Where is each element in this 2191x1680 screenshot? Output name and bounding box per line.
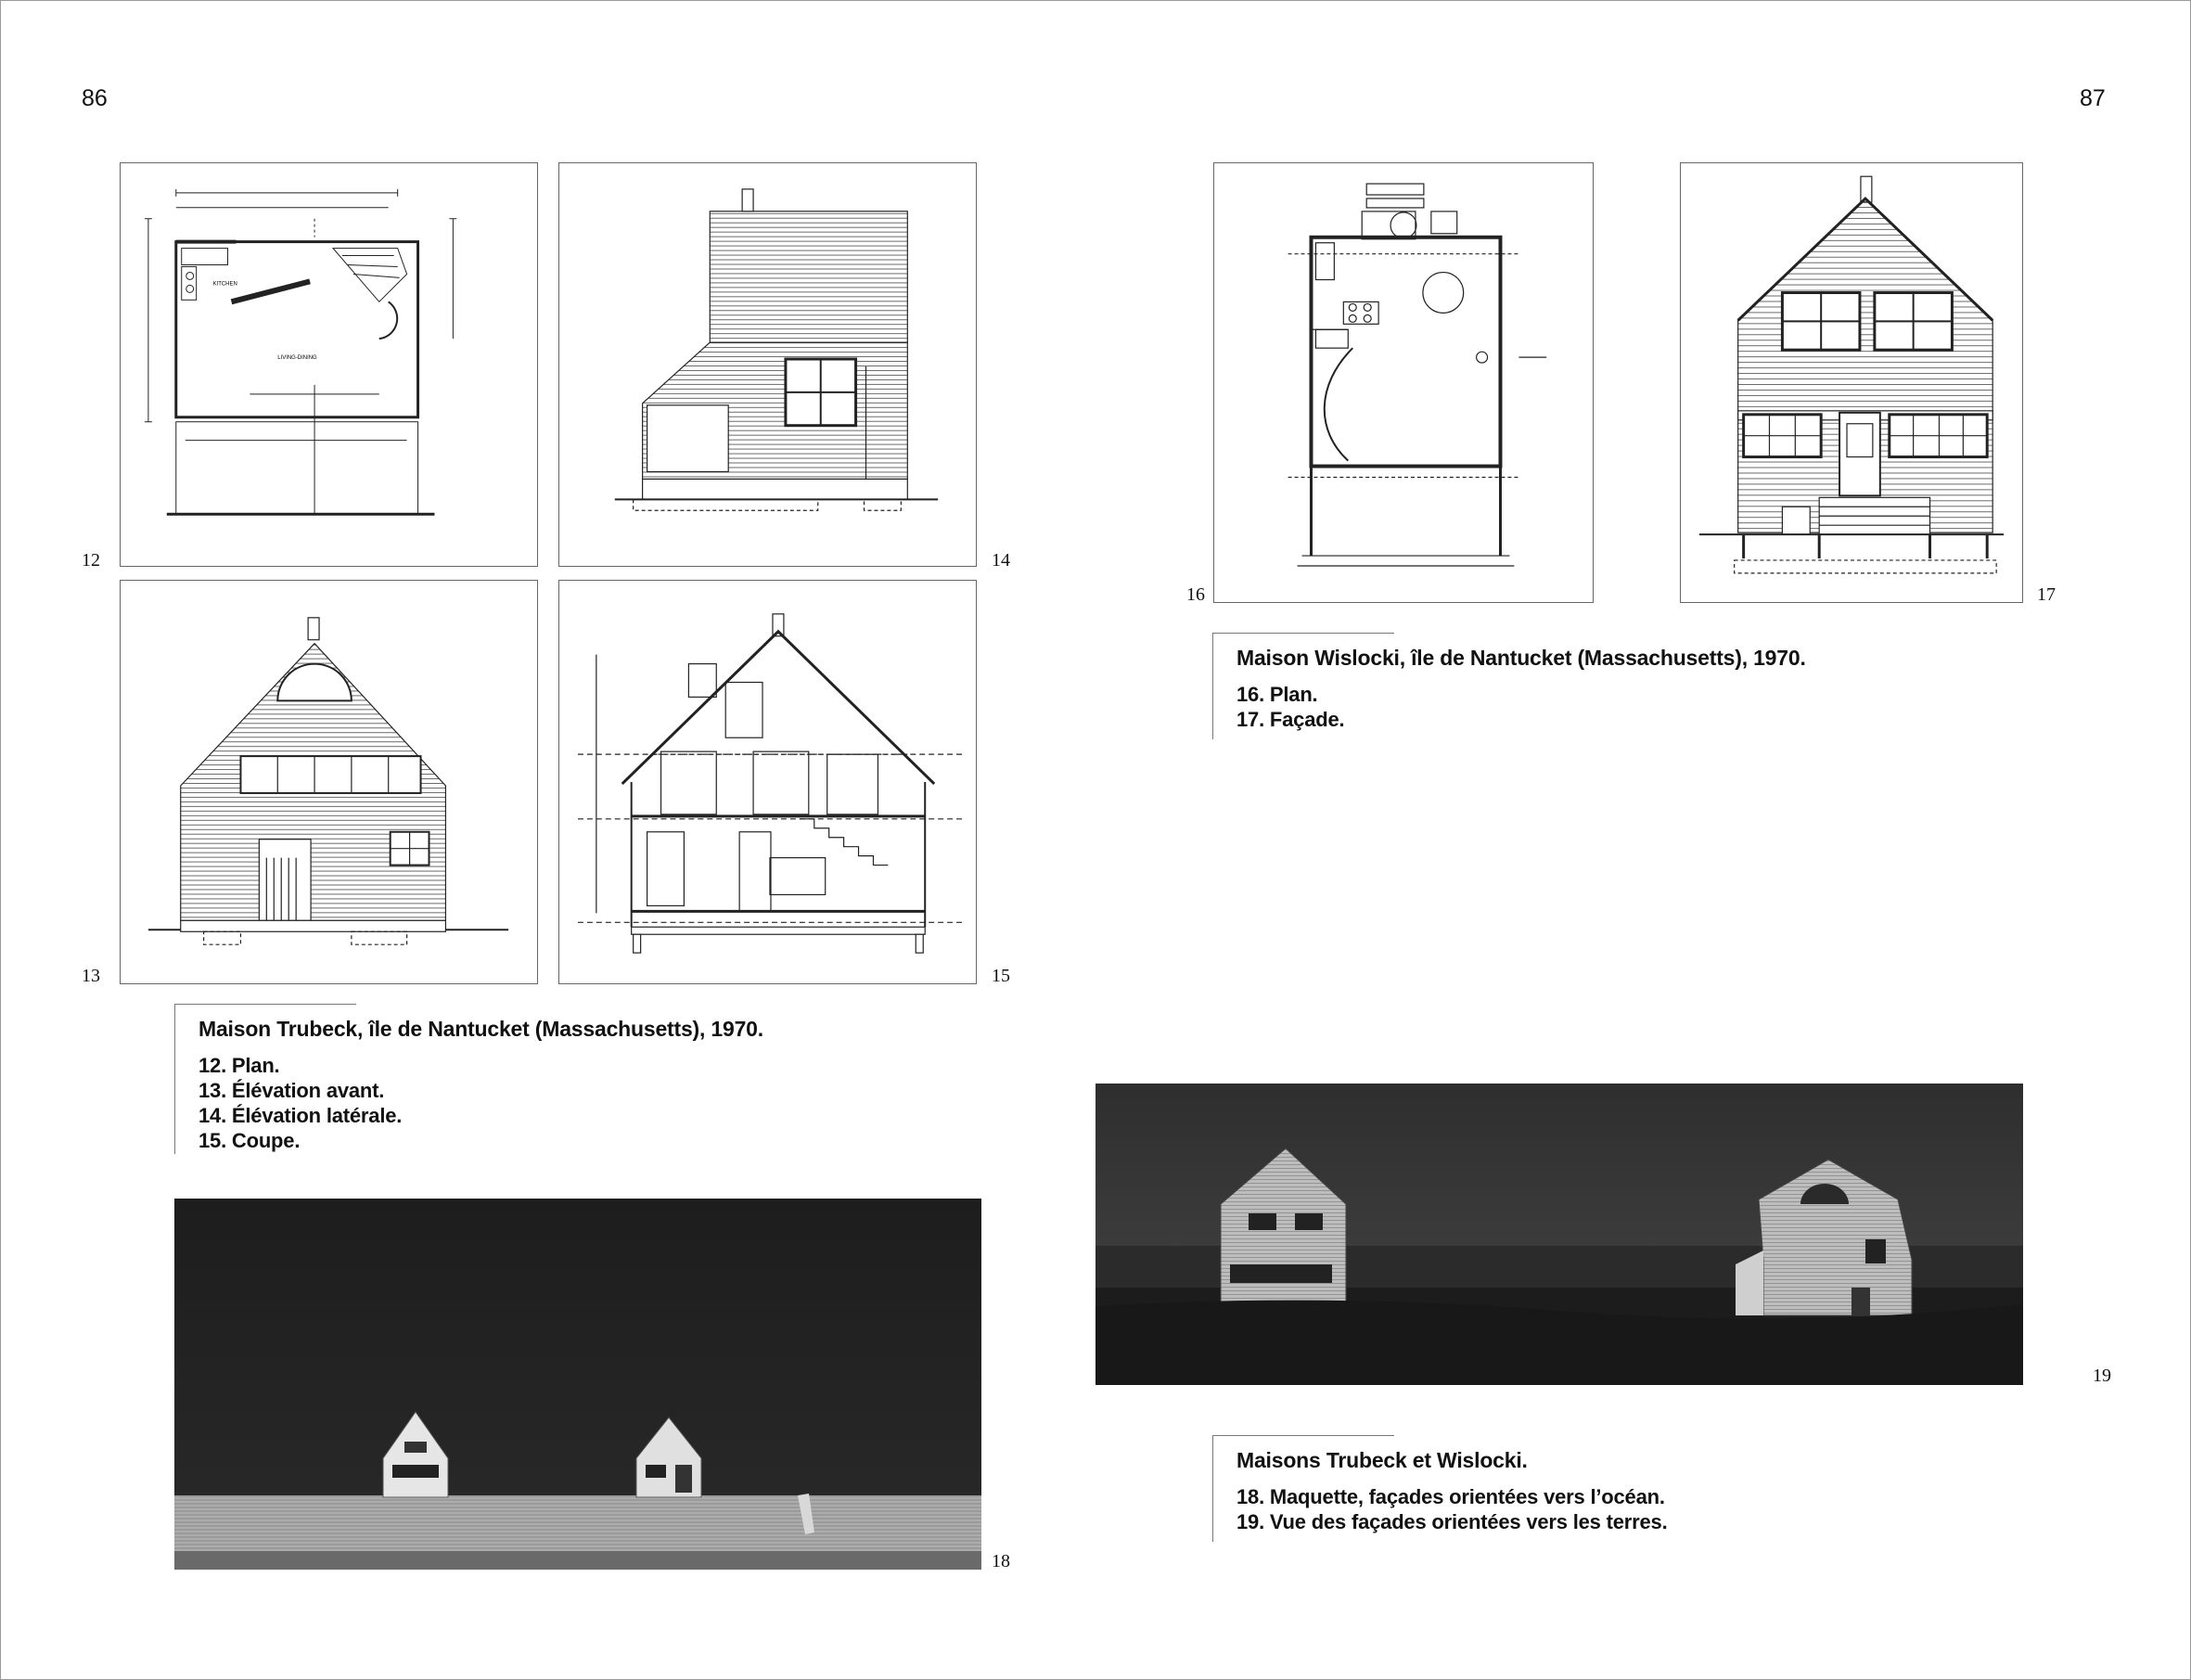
caption-both-houses <box>1212 1435 1979 1542</box>
caption-trubeck-item-15: 15. Coupe. <box>199 1129 301 1152</box>
figure-17-facade <box>1680 162 2023 603</box>
figure-number-18: 18 <box>992 1551 1010 1571</box>
figure-16-plan <box>1213 162 1594 603</box>
caption-trubeck-item-13: 13. Élévation avant. <box>199 1079 385 1102</box>
caption-both-item-19: 19. Vue des façades orientées vers les terres. <box>1236 1510 1668 1533</box>
figure-number-15: 15 <box>992 966 1010 986</box>
wislocki-plan-drawing <box>1214 163 1593 602</box>
figure-13-front-elevation <box>120 580 538 984</box>
caption-both-title: Maisons Trubeck et Wislocki. <box>1236 1448 1528 1472</box>
plan-label-living: LIVING-DINING <box>277 355 317 362</box>
figure-number-19: 19 <box>2093 1366 2111 1386</box>
figure-number-17: 17 <box>2037 584 2056 605</box>
wislocki-facade-drawing <box>1681 163 2022 602</box>
figure-18-model-photo <box>174 1199 981 1570</box>
plan-label-kitchen: KITCHEN <box>212 281 237 288</box>
caption-wislocki <box>1212 633 1904 739</box>
landscape-photo-image <box>1096 1084 2023 1385</box>
figure-number-14: 14 <box>992 550 1010 571</box>
figure-15-section <box>558 580 977 984</box>
figure-number-13: 13 <box>82 966 100 986</box>
caption-wislocki-title: Maison Wislocki, île de Nantucket (Massachusetts), 1970. <box>1236 646 1806 670</box>
figure-number-16: 16 <box>1186 584 1205 605</box>
front-elevation-drawing <box>121 581 537 983</box>
model-photo-image <box>174 1199 981 1570</box>
figure-number-12: 12 <box>82 550 100 571</box>
caption-wislocki-item-16: 16. Plan. <box>1236 683 1318 706</box>
caption-wislocki-item-17: 17. Façade. <box>1236 708 1345 731</box>
section-drawing <box>559 581 976 983</box>
caption-trubeck <box>174 1004 866 1154</box>
caption-trubeck-item-14: 14. Élévation latérale. <box>199 1104 403 1127</box>
figure-12-plan <box>120 162 538 567</box>
page-number-left: 86 <box>82 85 108 111</box>
figure-19-landscape-photo <box>1096 1084 2023 1385</box>
figure-14-side-elevation <box>558 162 977 567</box>
side-elevation-drawing <box>559 163 976 566</box>
caption-trubeck-title: Maison Trubeck, île de Nantucket (Massachusetts), 1970. <box>199 1017 763 1041</box>
plan-drawing <box>121 163 537 566</box>
page-number-right: 87 <box>2080 85 2106 111</box>
caption-trubeck-item-12: 12. Plan. <box>199 1054 280 1077</box>
caption-both-item-18: 18. Maquette, façades orientées vers l’océan. <box>1236 1485 1665 1508</box>
